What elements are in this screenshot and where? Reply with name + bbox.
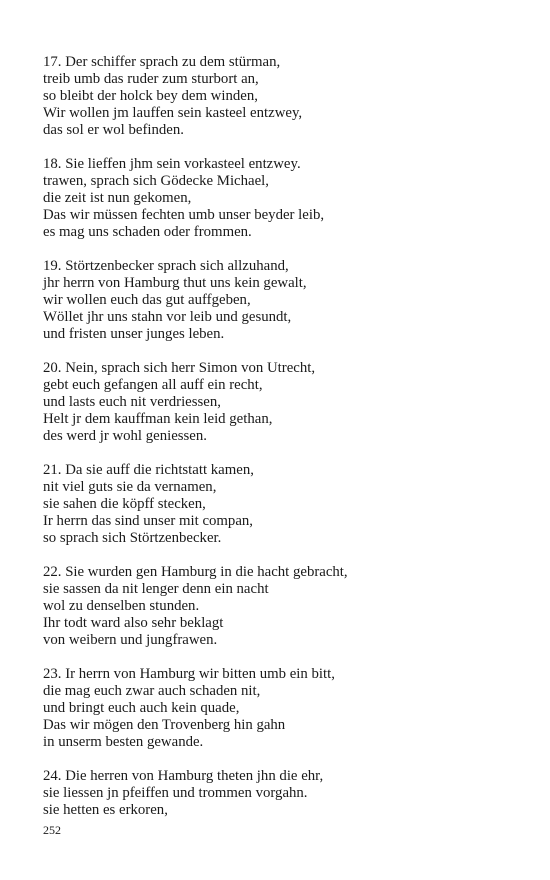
verse-line: das sol er wol befinden. bbox=[43, 122, 184, 138]
verse-line: Wir wollen jm lauffen sein kasteel entzwey, bbox=[43, 105, 303, 121]
verse-line: Das wir mögen den Trovenberg hin gahn bbox=[43, 717, 286, 733]
verse-line: die zeit ist nun gekomen, bbox=[43, 190, 192, 206]
verse-line: 18. Sie lieffen jhm sein vorkasteel entzwey. bbox=[43, 156, 301, 172]
verse-line: 21. Da sie auff die richtstatt kamen, bbox=[43, 462, 254, 478]
verse-line: 24. Die herren von Hamburg theten jhn die ehr, bbox=[43, 768, 324, 784]
verse-line: treib umb das ruder zum sturbort an, bbox=[43, 71, 259, 87]
verse-line: 19. Störtzenbecker sprach sich allzuhand, bbox=[43, 258, 289, 274]
stanza-19 bbox=[43, 258, 510, 343]
stanza-22 bbox=[43, 564, 510, 649]
verse-line: wol zu denselben stunden. bbox=[43, 598, 200, 614]
verse-line: Ir herrn das sind unser mit compan, bbox=[43, 513, 253, 529]
verse-line: von weibern und jungfrawen. bbox=[43, 632, 218, 648]
verse-line: Helt jr dem kauffman kein leid gethan, bbox=[43, 411, 273, 427]
verse-line: gebt euch gefangen all auff ein recht, bbox=[43, 377, 263, 393]
verse-line: die mag euch zwar auch schaden nit, bbox=[43, 683, 261, 699]
verse-line: Ihr todt ward also sehr beklagt bbox=[43, 615, 224, 631]
verse-line: sie sassen da nit lenger denn ein nacht bbox=[43, 581, 269, 597]
stanza-17 bbox=[43, 54, 510, 139]
verse-line: so bleibt der holck bey dem winden, bbox=[43, 88, 258, 104]
verse-line: sie sahen die köpff stecken, bbox=[43, 496, 206, 512]
verse-line: des werd jr wohl geniessen. bbox=[43, 428, 207, 444]
verse-line: 20. Nein, sprach sich herr Simon von Utrecht, bbox=[43, 360, 316, 376]
verse-line: Wöllet jhr uns stahn vor leib und gesundt, bbox=[43, 309, 292, 325]
verse-line: Das wir müssen fechten umb unser beyder leib, bbox=[43, 207, 325, 223]
verse-line: 22. Sie wurden gen Hamburg in die hacht gebracht, bbox=[43, 564, 348, 580]
verse-line: wir wollen euch das gut auffgeben, bbox=[43, 292, 251, 308]
stanza-23 bbox=[43, 666, 510, 751]
verse-line: und bringt euch auch kein quade, bbox=[43, 700, 240, 716]
verse-line: es mag uns schaden oder frommen. bbox=[43, 224, 252, 240]
stanza-21 bbox=[43, 462, 510, 547]
verse-line: trawen, sprach sich Gödecke Michael, bbox=[43, 173, 269, 189]
verse-line: 17. Der schiffer sprach zu dem stürman, bbox=[43, 54, 281, 70]
verse-line: und lasts euch nit verdriessen, bbox=[43, 394, 221, 410]
verse-line: 23. Ir herrn von Hamburg wir bitten umb ein bitt, bbox=[43, 666, 335, 682]
verse-line: sie hetten es erkoren, bbox=[43, 802, 168, 818]
page-number: 252 bbox=[43, 823, 61, 837]
verse-line: so sprach sich Störtzenbecker. bbox=[43, 530, 222, 546]
verse-line: jhr herrn von Hamburg thut uns kein gewalt, bbox=[43, 275, 307, 291]
verse-line: und fristen unser junges leben. bbox=[43, 326, 225, 342]
verse-line: sie liessen jn pfeiffen und trommen vorgahn. bbox=[43, 785, 308, 801]
stanza-18 bbox=[43, 156, 510, 241]
verse-line: in unserm besten gewande. bbox=[43, 734, 204, 750]
verse-line: nit viel guts sie da vernamen, bbox=[43, 479, 217, 495]
stanza-20 bbox=[43, 360, 510, 445]
stanza-24 bbox=[43, 768, 510, 819]
